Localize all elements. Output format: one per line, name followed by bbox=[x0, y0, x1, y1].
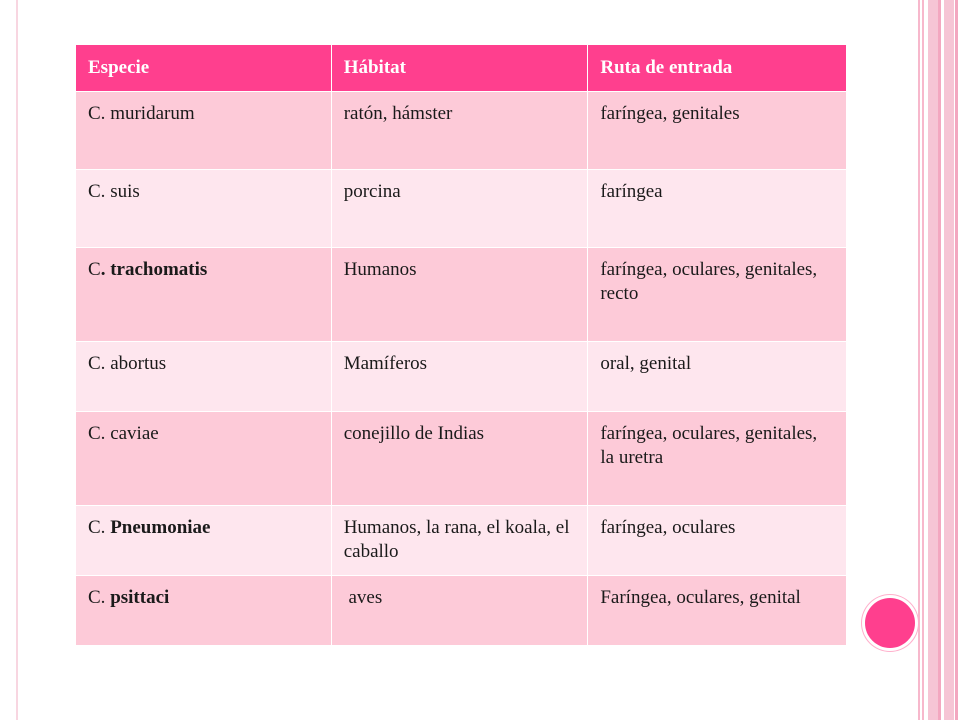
habitat-cell bbox=[331, 248, 588, 342]
habitat-text: porcina bbox=[343, 181, 401, 202]
species-table bbox=[75, 44, 847, 646]
habitat-text: ratón, hámster bbox=[343, 103, 453, 124]
table-row bbox=[76, 92, 847, 170]
route-text: Faríngea, oculares, genital bbox=[600, 587, 801, 608]
table-row bbox=[76, 576, 847, 646]
species-prefix: C. bbox=[88, 517, 111, 538]
route-cell bbox=[588, 92, 847, 170]
habitat-cell bbox=[331, 92, 588, 170]
route-text: faríngea bbox=[600, 181, 663, 202]
species-prefix: C bbox=[88, 259, 101, 280]
species-cell bbox=[76, 248, 332, 342]
table-row bbox=[76, 342, 847, 412]
route-text: faríngea, oculares, genitales, la uretra bbox=[600, 423, 818, 468]
species-cell bbox=[76, 92, 332, 170]
species-name: muridarum bbox=[110, 103, 195, 124]
table-header-row bbox=[76, 45, 847, 92]
header-habitat: Hábitat bbox=[331, 45, 588, 92]
species-prefix: C. bbox=[88, 181, 111, 202]
table-body bbox=[76, 92, 847, 646]
species-prefix: C. bbox=[88, 587, 111, 608]
left-border-line bbox=[16, 0, 18, 720]
header-especie: Especie bbox=[76, 45, 332, 92]
species-prefix: C. bbox=[88, 423, 111, 444]
habitat-cell bbox=[331, 412, 588, 506]
species-name: suis bbox=[110, 181, 140, 202]
header-ruta-de-entrada: Ruta de entrada bbox=[588, 45, 847, 92]
table-row bbox=[76, 412, 847, 506]
route-cell bbox=[588, 576, 847, 646]
species-prefix: C. bbox=[88, 353, 111, 374]
species-name: . trachomatis bbox=[100, 259, 208, 280]
route-cell bbox=[588, 170, 847, 248]
habitat-text: aves bbox=[343, 587, 383, 608]
species-prefix: C. bbox=[88, 103, 111, 124]
species-cell bbox=[76, 506, 332, 576]
decorative-side-stripes bbox=[918, 0, 960, 720]
route-text: faríngea, oculares, genitales, recto bbox=[600, 259, 818, 304]
route-cell bbox=[588, 342, 847, 412]
habitat-cell bbox=[331, 506, 588, 576]
species-cell bbox=[76, 170, 332, 248]
habitat-cell bbox=[331, 576, 588, 646]
route-text: faríngea, genitales bbox=[600, 103, 740, 124]
decorative-pink-circle bbox=[865, 598, 915, 648]
route-cell bbox=[588, 506, 847, 576]
habitat-cell bbox=[331, 170, 588, 248]
species-cell bbox=[76, 342, 332, 412]
species-name: caviae bbox=[110, 423, 159, 444]
habitat-cell bbox=[331, 342, 588, 412]
species-name: abortus bbox=[110, 353, 167, 374]
route-text: oral, genital bbox=[600, 353, 692, 374]
habitat-text: Humanos bbox=[343, 259, 417, 280]
species-cell bbox=[76, 576, 332, 646]
species-cell bbox=[76, 412, 332, 506]
route-cell bbox=[588, 412, 847, 506]
table-row bbox=[76, 170, 847, 248]
species-name: Pneumoniae bbox=[110, 517, 211, 538]
table-row bbox=[76, 506, 847, 576]
habitat-text: conejillo de Indias bbox=[343, 423, 485, 444]
habitat-text: Humanos, la rana, el koala, el caballo bbox=[343, 517, 575, 562]
species-name: psittaci bbox=[110, 587, 170, 608]
route-text: faríngea, oculares bbox=[600, 517, 736, 538]
route-cell bbox=[588, 248, 847, 342]
habitat-text: Mamíferos bbox=[343, 353, 428, 374]
table-row bbox=[76, 248, 847, 342]
